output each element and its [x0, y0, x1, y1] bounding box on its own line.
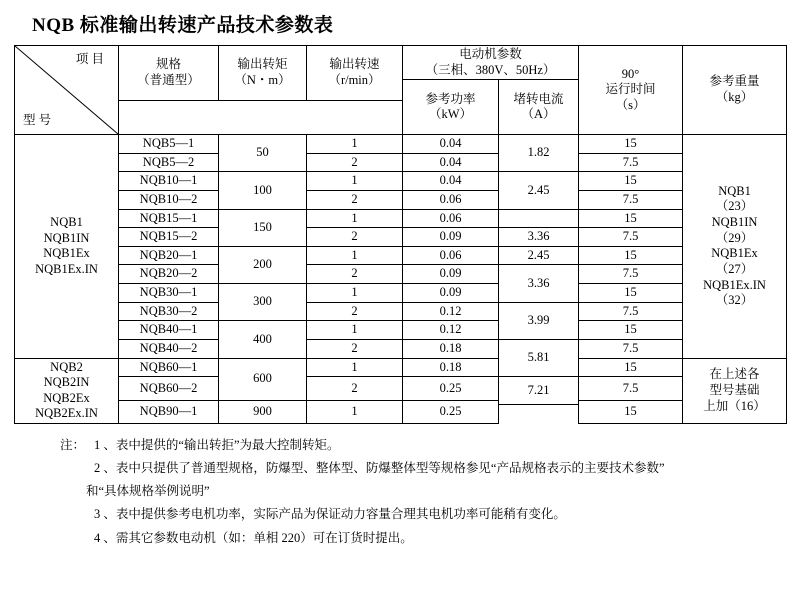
- weight-line: 上加（16）: [703, 398, 766, 413]
- table-row: [15, 265, 787, 284]
- cell-model: NQB10—1: [119, 172, 219, 191]
- cell-current: 2.45: [499, 246, 579, 265]
- cell-runtime: 7.5: [579, 228, 683, 247]
- cell-speed: 2: [307, 265, 403, 284]
- cell-power: 0.09: [403, 284, 499, 303]
- weight-line: （27）: [715, 261, 754, 276]
- note-continuation: 和“具体规格举例说明”: [86, 484, 210, 499]
- cell-runtime: 15: [579, 400, 683, 423]
- corner-model-label: 型 号: [23, 113, 52, 127]
- group-name: NQB2IN: [43, 375, 90, 390]
- weight-line: （29）: [715, 230, 754, 245]
- header-runtime-line1: 90°: [621, 66, 640, 81]
- header-current-main: 堵转电流: [513, 91, 564, 106]
- cell-model: NQB20—1: [119, 246, 219, 265]
- cell-model: NQB15—1: [119, 209, 219, 228]
- spec-table: [14, 45, 787, 424]
- cell-power: 0.18: [403, 339, 499, 358]
- table-row: [15, 153, 787, 172]
- cell-speed: 2: [307, 339, 403, 358]
- cell-model: NQB5—2: [119, 153, 219, 172]
- table-row: [15, 135, 787, 154]
- cell-model: NQB60—2: [119, 377, 219, 400]
- table-row: [15, 228, 787, 247]
- group-name: NQB1Ex.IN: [35, 261, 98, 276]
- note-number: 1 、: [94, 438, 116, 452]
- group-name: NQB2: [50, 359, 83, 374]
- corner-item-label: 项 目: [75, 52, 104, 66]
- cell-speed: 1: [307, 400, 403, 423]
- header-torque: [219, 46, 307, 101]
- weight-line: NQB1Ex.IN: [703, 277, 766, 292]
- header-power-main: 参考功率: [425, 91, 476, 106]
- group-name: NQB1Ex: [43, 246, 90, 261]
- cell-runtime: 15: [579, 358, 683, 377]
- table-row: [15, 302, 787, 321]
- weight-line: NQB1Ex: [711, 246, 758, 261]
- cell-torque: 50: [219, 135, 307, 172]
- table-row: [15, 190, 787, 209]
- cell-model: NQB15—2: [119, 228, 219, 247]
- cell-runtime: 7.5: [579, 302, 683, 321]
- cell-power: 0.06: [403, 246, 499, 265]
- cell-current: 1.82: [499, 135, 579, 172]
- weight-line: （32）: [715, 293, 754, 308]
- header-torque-main: 输出转矩: [237, 57, 288, 72]
- header-row-1: [15, 46, 787, 80]
- cell-torque: 300: [219, 284, 307, 321]
- corner-header-cell: [15, 46, 119, 135]
- cell-power: 0.12: [403, 302, 499, 321]
- note-prefix: 注：: [60, 438, 86, 452]
- header-spec-sub: （普通型）: [137, 72, 200, 87]
- weight-line: NQB1IN: [711, 215, 758, 229]
- cell-torque: 200: [219, 246, 307, 283]
- cell-current: 3.99: [499, 302, 579, 339]
- cell-runtime: 7.5: [579, 190, 683, 209]
- header-power-sub: （kW）: [428, 107, 473, 122]
- cell-speed: 1: [307, 135, 403, 154]
- header-speed-main: 输出转速: [329, 57, 380, 72]
- cell-model: NQB30—2: [119, 302, 219, 321]
- cell-model: NQB60—1: [119, 358, 219, 377]
- cell-model: NQB20—2: [119, 265, 219, 284]
- cell-current: [499, 209, 579, 228]
- cell-runtime: 15: [579, 172, 683, 191]
- note-number: 4 、: [94, 530, 116, 545]
- group-name-cell: [15, 358, 119, 424]
- header-motor-sub: （三相、380V、50Hz）: [425, 62, 556, 77]
- cell-model: NQB30—1: [119, 284, 219, 303]
- note-text: 需其它参数电动机（如：单相 220）可在订货时提出。: [115, 530, 413, 545]
- cell-weight: [683, 135, 787, 359]
- note-number: 3 、: [94, 507, 116, 522]
- table-row: [15, 358, 787, 377]
- header-weight-sub: （kg）: [715, 90, 754, 104]
- cell-torque: 400: [219, 321, 307, 358]
- cell-power: 0.04: [403, 135, 499, 154]
- cell-torque: 100: [219, 172, 307, 209]
- header-speed: [307, 46, 403, 101]
- group-name: NQB2Ex.IN: [35, 406, 98, 421]
- cell-speed: 1: [307, 321, 403, 340]
- cell-speed: 1: [307, 284, 403, 303]
- cell-speed: 2: [307, 228, 403, 247]
- group-name: NQB1IN: [43, 230, 90, 245]
- note-number: 2 、: [94, 461, 116, 476]
- page-title: NQB 标准输出转速产品技术参数表: [32, 15, 334, 36]
- cell-torque: 150: [219, 209, 307, 246]
- cell-speed: 2: [307, 302, 403, 321]
- note-item: [60, 457, 786, 480]
- table-row: [15, 377, 787, 400]
- header-motor: [403, 46, 579, 80]
- header-motor-main: 电动机参数: [459, 47, 522, 61]
- cell-model: NQB10—2: [119, 190, 219, 209]
- note-item: [60, 434, 786, 457]
- cell-speed: 1: [307, 246, 403, 265]
- header-speed-sub: （r/min）: [328, 72, 381, 87]
- note-text: 表中只提供了普通型规格，防爆型、整体型、防爆整体型等规格参见“产品规格表示的主要技术参数”: [115, 461, 665, 476]
- cell-speed: 2: [307, 153, 403, 172]
- group-name: NQB2Ex: [43, 390, 90, 405]
- cell-model: NQB90—1: [119, 400, 219, 423]
- header-runtime: [579, 46, 683, 135]
- cell-power: 0.04: [403, 153, 499, 172]
- header-weight: [683, 46, 787, 135]
- group-name: NQB1: [50, 215, 83, 229]
- cell-model: NQB5—1: [119, 135, 219, 154]
- table-row: [15, 284, 787, 303]
- cell-weight: [683, 358, 787, 424]
- cell-power: 0.18: [403, 358, 499, 377]
- cell-runtime: 7.5: [579, 339, 683, 358]
- header-power: [403, 80, 499, 135]
- cell-speed: 2: [307, 377, 403, 400]
- cell-runtime: 15: [579, 284, 683, 303]
- weight-line: 在上述各: [709, 367, 760, 382]
- cell-runtime: 15: [579, 321, 683, 340]
- weight-line: 型号基础: [709, 382, 760, 397]
- weight-line: （23）: [715, 199, 754, 214]
- cell-power: 0.04: [403, 172, 499, 191]
- notes-section: [14, 434, 786, 550]
- header-spec-main: 规格: [155, 57, 181, 72]
- cell-model: NQB40—1: [119, 321, 219, 340]
- cell-power: 0.25: [403, 377, 499, 400]
- cell-model: NQB40—2: [119, 339, 219, 358]
- cell-speed: 2: [307, 190, 403, 209]
- cell-runtime: 15: [579, 135, 683, 154]
- table-row: [15, 209, 787, 228]
- table-row: [15, 246, 787, 265]
- header-runtime-line2: 运行时间: [605, 82, 656, 97]
- cell-torque: 600: [219, 358, 307, 400]
- table-row: [15, 339, 787, 358]
- cell-current: 2.45: [499, 172, 579, 209]
- table-row: [15, 172, 787, 191]
- cell-speed: 1: [307, 209, 403, 228]
- group-name-cell: [15, 135, 119, 359]
- cell-runtime: 15: [579, 246, 683, 265]
- cell-current: 7.21: [499, 377, 579, 405]
- cell-power: 0.12: [403, 321, 499, 340]
- cell-current: 5.81: [499, 339, 579, 376]
- cell-power: 0.25: [403, 400, 499, 423]
- cell-speed: 1: [307, 358, 403, 377]
- cell-runtime: 7.5: [579, 377, 683, 400]
- header-spec: [119, 46, 219, 101]
- note-item: [60, 503, 786, 526]
- cell-current: 3.36: [499, 228, 579, 247]
- cell-runtime: 15: [579, 209, 683, 228]
- header-current: [499, 80, 579, 135]
- table-row: [15, 400, 787, 405]
- cell-power: 0.09: [403, 265, 499, 284]
- cell-current: 3.36: [499, 265, 579, 302]
- cell-torque: 900: [219, 400, 307, 423]
- note-text: 表中提供的“输出转拒”为最大控制转矩。: [115, 438, 340, 452]
- weight-line: NQB1: [718, 183, 751, 198]
- note-item: [60, 527, 786, 550]
- cell-speed: 1: [307, 172, 403, 191]
- note-text: 表中提供参考电机功率，实际产品为保证动力容量合理其电机功率可能稍有变化。: [115, 507, 566, 522]
- header-runtime-line3: （s）: [615, 97, 646, 112]
- cell-power: 0.09: [403, 228, 499, 247]
- cell-runtime: 7.5: [579, 153, 683, 172]
- header-weight-main: 参考重量: [709, 74, 760, 89]
- cell-power: 0.06: [403, 190, 499, 209]
- cell-runtime: 7.5: [579, 265, 683, 284]
- header-current-sub: （A）: [521, 107, 556, 122]
- table-row: [15, 321, 787, 340]
- header-torque-sub: （N・m）: [234, 72, 291, 87]
- cell-power: 0.06: [403, 209, 499, 228]
